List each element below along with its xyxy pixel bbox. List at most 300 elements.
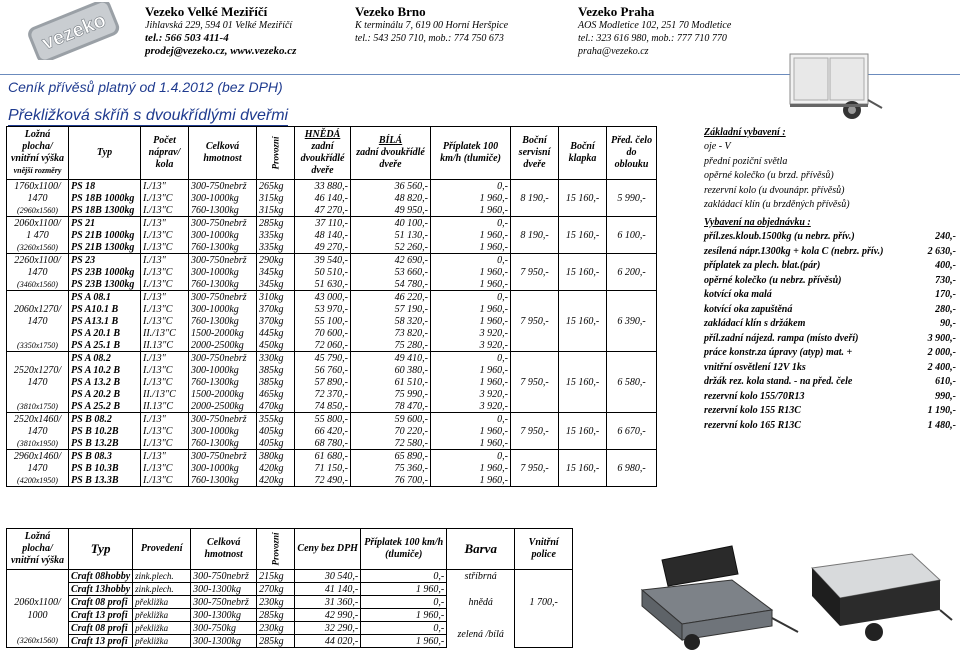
color-cell: stříbrná (447, 570, 515, 583)
order-equipment-item (704, 375, 956, 390)
total-weight: 445kg (257, 327, 295, 339)
order-equipment-title: Vybavení na objednávku : (704, 216, 811, 228)
office-phone: tel.: 323 616 980, mob.: 777 710 770 (578, 33, 727, 44)
order-equipment-label: příplatek za plech. blat.(pár) (704, 260, 821, 271)
side-door-price (511, 217, 559, 230)
size-cell: 2260x1100/ (7, 254, 69, 267)
basic-equipment-label: oje - V (704, 141, 731, 152)
price-white: 40 100,- (351, 217, 431, 230)
price-white: 48 820,- (351, 192, 431, 204)
front-arch-price (607, 327, 657, 339)
side-flap-price (559, 339, 607, 352)
table-row (7, 291, 715, 304)
front-arch-price (607, 241, 657, 254)
header2-ceny: Ceny bez DPH (295, 529, 361, 570)
front-arch-price (607, 474, 657, 487)
side-flap-price (559, 180, 607, 193)
side-door-price: 7 950,- (511, 425, 559, 437)
table-row (7, 339, 715, 352)
side-flap-price (559, 327, 607, 339)
color-cell: hnědá (447, 596, 515, 609)
price-white: 70 220,- (351, 425, 431, 437)
side-flap-price (559, 437, 607, 450)
construction: překližka (133, 609, 191, 622)
size-cell: 1760x1100/ (7, 180, 69, 193)
price-brown: 57 890,- (295, 376, 351, 388)
surcharge-100kmh: 0,- (431, 180, 511, 193)
office-praha (578, 4, 731, 58)
order-equipment-price: 1 480,- (927, 419, 956, 431)
order-equipment-label: rezervní kolo 155 R13C (704, 405, 801, 416)
header-zadni-dvere: zadní dvoukřídlé dveře (300, 141, 345, 176)
axles-wheels: I./13" (141, 254, 189, 267)
operating-weight: 2000-2500kg (189, 400, 257, 413)
axles-wheels: I./13" (141, 450, 189, 463)
price-white: 76 700,- (351, 474, 431, 487)
total-weight: 370kg (257, 315, 295, 327)
surcharge-100kmh: 1 960,- (431, 192, 511, 204)
table-row (7, 315, 715, 327)
size-cell: 1470 (7, 315, 69, 327)
surcharge-100kmh: 3 920,- (431, 327, 511, 339)
table-row (7, 180, 715, 193)
total-weight: 330kg (257, 352, 295, 365)
operating-weight: 300-1000kg (189, 462, 257, 474)
construction: překližka (133, 596, 191, 609)
order-equipment-item (704, 230, 956, 245)
construction: překližka (133, 622, 191, 635)
table-row (7, 413, 715, 426)
price-white: 59 600,- (351, 413, 431, 426)
size-cell: (3810x1950) (7, 437, 69, 450)
price-white: 73 820,- (351, 327, 431, 339)
header2-provozni-label: Provozní (270, 532, 281, 566)
total-weight: 315kg (257, 204, 295, 217)
model-name: PS A 25.2 B (69, 400, 141, 413)
model-name: PS A 20.1 B (69, 327, 141, 339)
size-cell: (3260x1560) (7, 241, 69, 254)
table-row (7, 462, 715, 474)
size-cell: 2060x1270/ (7, 303, 69, 315)
price: 30 540,- (295, 570, 361, 583)
order-equipment-item (704, 346, 956, 361)
operating-weight: 300-750nebrž (189, 291, 257, 304)
operating-weight: 300-750nebrž (189, 413, 257, 426)
price-white: 49 950,- (351, 204, 431, 217)
side-flap-price (559, 204, 607, 217)
total-weight: 285kg (257, 609, 295, 622)
operating-weight: 300-750nebrž (189, 254, 257, 267)
surcharge-100kmh: 1 960,- (431, 462, 511, 474)
surcharge-100kmh: 1 960,- (431, 266, 511, 278)
header2-barva: Barva (447, 529, 515, 570)
basic-equipment-label: přední poziční světla (704, 155, 788, 167)
front-arch-price: 5 990,- (607, 192, 657, 204)
price-brown: 47 270,- (295, 204, 351, 217)
side-door-price: 7 950,- (511, 266, 559, 278)
side-flap-price (559, 388, 607, 400)
size-cell (7, 291, 69, 304)
price-table-plywood (6, 126, 715, 487)
basic-equipment-item (704, 184, 956, 199)
size-cell (7, 388, 69, 400)
price: 41 140,- (295, 583, 361, 596)
vezeko-logo (8, 2, 140, 60)
order-equipment-item (704, 390, 956, 405)
front-arch-price (607, 352, 657, 365)
price-brown: 72 370,- (295, 388, 351, 400)
header-lozna-label: Ložná plocha/ vnitřní výška (10, 129, 65, 164)
price-white: 58 320,- (351, 315, 431, 327)
model-name: Craft 13hobby (69, 583, 133, 596)
craft-trailer-images (622, 540, 954, 650)
model-name: PS A13.1 B (69, 315, 141, 327)
total-weight: 230kg (257, 622, 295, 635)
operating-weight: 300-750nebrž (189, 180, 257, 193)
table-row (7, 303, 715, 315)
price-brown: 71 150,- (295, 462, 351, 474)
order-equipment-label: zesílená nápr.1300kg + kola C (nebrz. přív.) (704, 245, 884, 257)
order-equipment-item (704, 419, 956, 434)
front-arch-price (607, 400, 657, 413)
side-flap-price (559, 254, 607, 267)
operating-weight: 760-1300kg (189, 376, 257, 388)
header-hneda (295, 127, 351, 180)
table-row (7, 327, 715, 339)
order-equipment-item (704, 361, 956, 376)
surcharge-100kmh: 0,- (361, 622, 447, 635)
order-equipment-label: opěrné kolečko (u nebrz. přívěsů) (704, 274, 842, 286)
operating-weight: 300-750kg (191, 622, 257, 635)
front-arch-price: 6 580,- (607, 376, 657, 388)
total-weight: 405kg (257, 425, 295, 437)
price: 42 990,- (295, 609, 361, 622)
table-row (7, 352, 715, 365)
table-row (7, 376, 715, 388)
shelf-price (515, 609, 573, 622)
price-white: 49 410,- (351, 352, 431, 365)
model-name: PS B 08.3 (69, 450, 141, 463)
size-cell (7, 583, 69, 596)
front-arch-price (607, 204, 657, 217)
axles-wheels: II./13"C (141, 327, 189, 339)
side-flap-price: 15 160,- (559, 462, 607, 474)
size-cell: (3350x1750) (7, 339, 69, 352)
surcharge-100kmh: 3 920,- (431, 400, 511, 413)
price-white: 57 190,- (351, 303, 431, 315)
model-name: PS B 10.2B (69, 425, 141, 437)
model-name: PS A10.1 B (69, 303, 141, 315)
axles-wheels: I./13" (141, 352, 189, 365)
front-arch-price (607, 278, 657, 291)
construction: zink.plech. (133, 570, 191, 583)
side-door-price (511, 437, 559, 450)
shelf-price (515, 570, 573, 583)
price: 44 020,- (295, 635, 361, 648)
side-door-price (511, 327, 559, 339)
operating-weight: 300-1000kg (189, 192, 257, 204)
total-weight: 290kg (257, 254, 295, 267)
price-brown: 72 490,- (295, 474, 351, 487)
operating-weight: 300-1000kg (189, 229, 257, 241)
surcharge-100kmh: 1 960,- (431, 229, 511, 241)
operating-weight: 300-1000kg (189, 266, 257, 278)
axles-wheels: I./13" (141, 180, 189, 193)
header-napravy: Počet náprav/ kola (141, 127, 189, 180)
office-velke-mezirici (145, 4, 296, 58)
order-equipment-price: 730,- (935, 274, 956, 286)
table-row (7, 388, 715, 400)
side-flap-price (559, 450, 607, 463)
office-email[interactable]: prodej@vezeko.cz, www.vezeko.cz (145, 45, 297, 57)
header2-typ: Typ (69, 529, 133, 570)
price-white: 78 470,- (351, 400, 431, 413)
front-arch-price (607, 364, 657, 376)
axles-wheels: I./13" (141, 217, 189, 230)
size-cell: (2960x1560) (7, 204, 69, 217)
side-door-price (511, 400, 559, 413)
price-white: 75 360,- (351, 462, 431, 474)
table-row (7, 266, 715, 278)
price-table-craft (6, 528, 573, 648)
price-brown: 61 680,- (295, 450, 351, 463)
surcharge-100kmh: 3 920,- (431, 339, 511, 352)
price-brown: 39 540,- (295, 254, 351, 267)
side-door-price (511, 291, 559, 304)
order-equipment-label: rezervní kolo 155/70R13 (704, 390, 805, 402)
order-equipment-price: 1 190,- (927, 405, 956, 416)
operating-weight: 760-1300kg (189, 474, 257, 487)
model-name: Craft 08 profi (69, 596, 133, 609)
total-weight: 285kg (257, 217, 295, 230)
header-bila (351, 127, 431, 180)
model-name: PS B 13.2B (69, 437, 141, 450)
model-name: PS 23B 1300kg (69, 278, 141, 291)
table-row (7, 229, 715, 241)
surcharge-100kmh: 3 920,- (431, 388, 511, 400)
header-color-hneda: HNĚDÁ (304, 129, 341, 140)
total-weight: 420kg (257, 474, 295, 487)
total-weight: 345kg (257, 266, 295, 278)
office-address: AOS Modletice 102, 251 70 Modletice (578, 20, 732, 31)
operating-weight: 1500-2000kg (189, 388, 257, 400)
box-trailer-image (784, 50, 884, 122)
total-weight: 215kg (257, 570, 295, 583)
total-weight: 335kg (257, 241, 295, 254)
operating-weight: 300-750nebrž (191, 570, 257, 583)
price-brown: 74 850,- (295, 400, 351, 413)
order-equipment-price: 2 630,- (927, 245, 956, 257)
surcharge-100kmh: 0,- (431, 450, 511, 463)
order-equipment-item (704, 404, 956, 419)
side-flap-price: 15 160,- (559, 425, 607, 437)
price-white: 60 380,- (351, 364, 431, 376)
size-cell: 2520x1460/ (7, 413, 69, 426)
table-row (7, 217, 715, 230)
side-flap-price: 15 160,- (559, 376, 607, 388)
front-arch-price (607, 180, 657, 193)
operating-weight: 760-1300kg (189, 315, 257, 327)
total-weight: 230kg (257, 596, 295, 609)
operating-weight: 300-1300kg (191, 609, 257, 622)
model-name: PS 23B 1000kg (69, 266, 141, 278)
order-equipment-price: 610,- (935, 376, 956, 387)
side-door-price: 8 190,- (511, 229, 559, 241)
price-white: 61 510,- (351, 376, 431, 388)
price-brown: 55 800,- (295, 413, 351, 426)
side-flap-price (559, 303, 607, 315)
side-door-price (511, 180, 559, 193)
axles-wheels: I./13"C (141, 364, 189, 376)
surcharge-100kmh: 0,- (361, 596, 447, 609)
table-row (7, 450, 715, 463)
axles-wheels: I./13"C (141, 437, 189, 450)
price-brown: 66 420,- (295, 425, 351, 437)
total-weight: 450kg (257, 339, 295, 352)
side-flap-price (559, 291, 607, 304)
size-cell: 1470 (7, 462, 69, 474)
order-equipment-price: 990,- (935, 390, 956, 402)
front-arch-price (607, 254, 657, 267)
size-cell: 2060x1100/ (7, 217, 69, 230)
total-weight: 335kg (257, 229, 295, 241)
size-cell: 2060x1100/ (7, 596, 69, 609)
size-cell: 1000 (7, 609, 69, 622)
surcharge-100kmh: 1 960,- (431, 315, 511, 327)
operating-weight: 760-1300kg (189, 241, 257, 254)
price-brown: 55 100,- (295, 315, 351, 327)
operating-weight: 300-1300kg (191, 583, 257, 596)
order-equipment-label: kotvící oka malá (704, 289, 772, 300)
header2-provozni (257, 529, 295, 570)
surcharge-100kmh: 1 960,- (431, 376, 511, 388)
axles-wheels: I./13"C (141, 303, 189, 315)
order-equipment-item (704, 259, 956, 274)
surcharge-100kmh: 1 960,- (431, 437, 511, 450)
price-list-title: Ceník přívěsů platný od 1.4.2012 (bez DPH) (8, 79, 283, 95)
total-weight: 385kg (257, 376, 295, 388)
color-cell (447, 609, 515, 622)
side-flap-price: 15 160,- (559, 266, 607, 278)
model-name: PS A 10.2 B (69, 364, 141, 376)
order-equipment-price: 170,- (935, 289, 956, 300)
model-name: PS A 08.1 (69, 291, 141, 304)
office-address: Jihlavská 229, 594 01 Velké Meziříčí (145, 20, 293, 31)
surcharge-100kmh: 1 960,- (431, 425, 511, 437)
construction: překližka (133, 635, 191, 648)
header-typ: Typ (69, 127, 141, 180)
price-white: 52 260,- (351, 241, 431, 254)
model-name: Craft 08 profi (69, 622, 133, 635)
axles-wheels: I./13"C (141, 229, 189, 241)
operating-weight: 300-750nebrž (189, 450, 257, 463)
header-zadni-dvere: zadní dvoukřídlé dveře (356, 147, 425, 170)
side-door-price (511, 339, 559, 352)
axles-wheels: I./13" (141, 291, 189, 304)
side-door-price: 7 950,- (511, 376, 559, 388)
total-weight: 310kg (257, 291, 295, 304)
table-row (7, 192, 715, 204)
axles-wheels: I./13"C (141, 376, 189, 388)
surcharge-100kmh: 1 960,- (361, 635, 447, 648)
price-brown: 53 970,- (295, 303, 351, 315)
surcharge-100kmh: 1 960,- (431, 204, 511, 217)
order-equipment-price: 2 000,- (927, 347, 956, 358)
total-weight: 465kg (257, 388, 295, 400)
model-name: PS B 10.3B (69, 462, 141, 474)
operating-weight: 1500-2000kg (189, 327, 257, 339)
model-name: PS 21 (69, 217, 141, 230)
basic-equipment-item (704, 140, 956, 155)
office-phone: tel.: 543 250 710, mob.: 774 750 673 (355, 33, 504, 44)
price-white: 72 580,- (351, 437, 431, 450)
price-brown: 50 510,- (295, 266, 351, 278)
front-arch-price (607, 291, 657, 304)
axles-wheels: II./13"C (141, 388, 189, 400)
order-equipment-price: 280,- (935, 303, 956, 315)
axles-wheels: I./13"C (141, 204, 189, 217)
side-door-price (511, 364, 559, 376)
axles-wheels: I./13"C (141, 462, 189, 474)
side-flap-price (559, 364, 607, 376)
axles-wheels: I./13"C (141, 192, 189, 204)
total-weight: 385kg (257, 364, 295, 376)
operating-weight: 300-1300kg (191, 635, 257, 648)
office-name: Vezeko Velké Meziříčí (145, 4, 268, 19)
axles-wheels: II.13"C (141, 400, 189, 413)
order-equipment-label: vnitřní osvětlení 12V 1ks (704, 361, 806, 373)
size-cell (7, 352, 69, 365)
header2-hmotnost: Celková hmotnost (191, 529, 257, 570)
office-email[interactable]: praha@vezeko.cz (578, 46, 649, 57)
axles-wheels: I./13"C (141, 278, 189, 291)
equipment-panel (704, 126, 956, 433)
front-arch-price: 6 390,- (607, 315, 657, 327)
header-provozni-label: Provozní (270, 136, 281, 170)
order-equipment-price: 240,- (935, 231, 956, 242)
header2-lozna-plocha: Ložná plocha/ vnitřní výška (7, 529, 69, 570)
order-equipment-price: 90,- (940, 318, 956, 329)
header-bocni-servisni: Boční servisní dveře (511, 127, 559, 180)
side-flap-price (559, 400, 607, 413)
header-pred-celo: Před. čelo do oblouku (607, 127, 657, 180)
header-bocni-klapka: Boční klapka (559, 127, 607, 180)
section-title: Překližková skříň s dvoukřídlými dveřmi (8, 107, 289, 124)
size-cell: 2520x1270/ (7, 364, 69, 376)
price-white: 46 220,- (351, 291, 431, 304)
model-name: PS A 25.1 B (69, 339, 141, 352)
order-equipment-label: práce konstr.za úpravy (atyp) mat. + (704, 347, 853, 358)
header-hmotnost: Celková hmotnost (189, 127, 257, 180)
header-vnejsi-rozmery: vnější rozměry (13, 166, 62, 175)
basic-equipment-item (704, 198, 956, 213)
shelf-price (515, 622, 573, 635)
model-name: PS A 13.2 B (69, 376, 141, 388)
size-cell (7, 622, 69, 635)
model-name: PS A 20.2 B (69, 388, 141, 400)
model-name: PS 21B 1300kg (69, 241, 141, 254)
operating-weight: 300-750nebrž (189, 352, 257, 365)
model-name: PS 21B 1000kg (69, 229, 141, 241)
total-weight: 265kg (257, 180, 295, 193)
table-row (7, 425, 715, 437)
order-equipment-price: 3 900,- (927, 332, 956, 344)
order-equipment-label: zakládací klín s držákem (704, 318, 806, 329)
side-door-price (511, 388, 559, 400)
order-equipment-label: příl.zes.kloub.1500kg (u nebrz. přív.) (704, 231, 855, 242)
surcharge-100kmh: 1 960,- (361, 583, 447, 596)
front-arch-price: 6 200,- (607, 266, 657, 278)
